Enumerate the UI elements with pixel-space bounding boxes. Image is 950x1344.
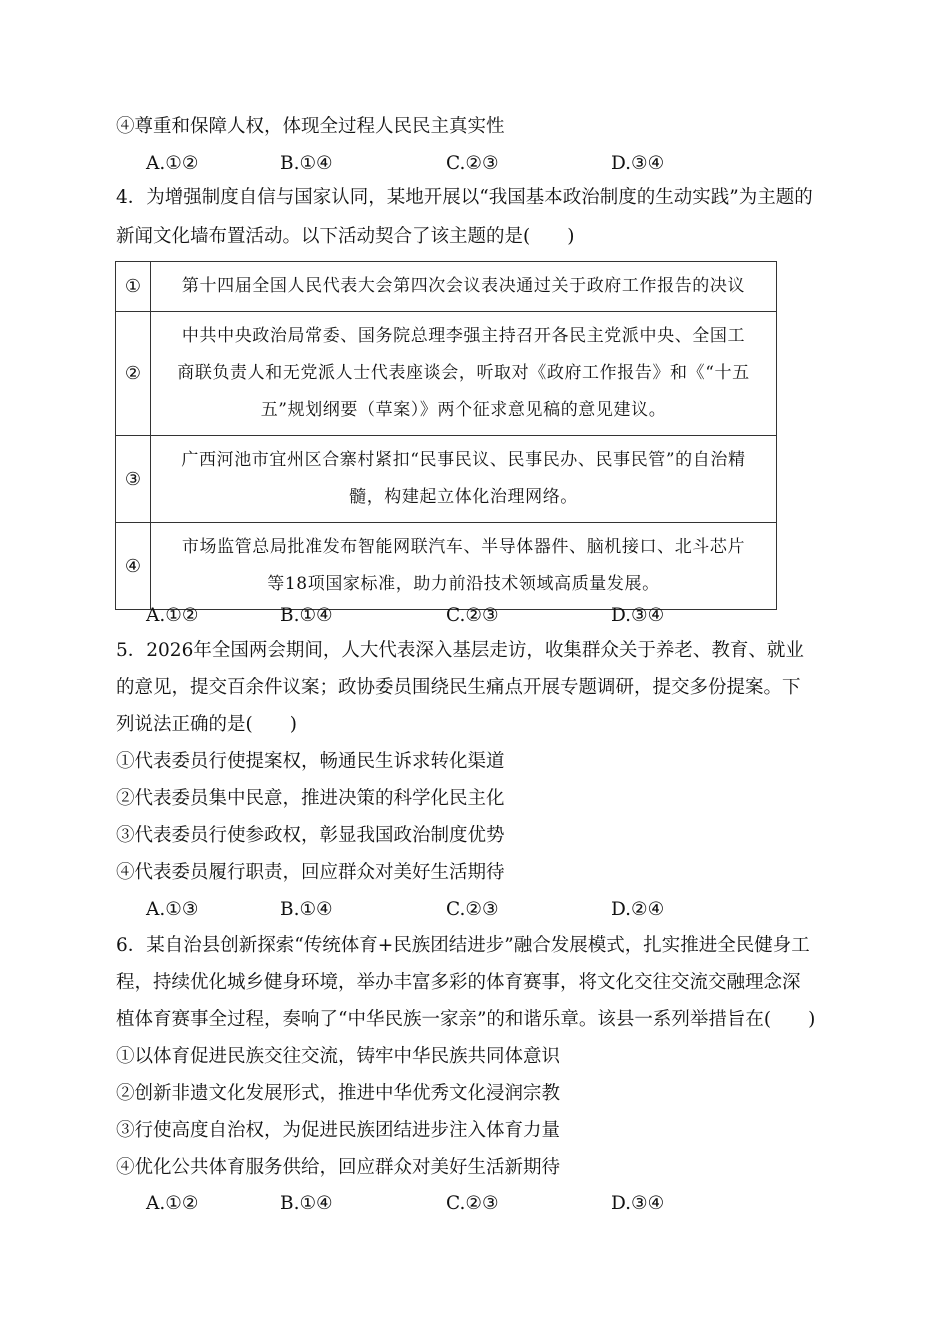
q6-options <box>0 1189 950 1219</box>
row-text <box>151 436 777 523</box>
row-text-line: 五”规划纲要（草案）》两个征求意见稿的意见建议。 <box>260 400 667 420</box>
q6-stem-line-2: 程，持续优化城乡健身环境，举办丰富多彩的体育赛事，将文化交往交流交融理念深 <box>116 972 801 993</box>
q5-stem-line-2: 的意见，提交百余件议案；政协委员围绕民生痛点开展专题调研，提交多份提案。下 <box>116 677 801 698</box>
row-text <box>151 262 777 312</box>
row-number: ② <box>116 312 151 436</box>
row-text-line: 髓，构建起立体化治理网络。 <box>349 487 578 507</box>
row-number: ③ <box>116 436 151 523</box>
q4-option-c[interactable]: C.②③ <box>446 605 499 626</box>
q4-option-b[interactable]: B.①④ <box>280 605 333 626</box>
row-text <box>151 312 777 436</box>
q5-option-c[interactable]: C.②③ <box>446 899 499 920</box>
table-row <box>116 312 777 436</box>
q5-options <box>0 895 950 925</box>
q6-item-3: ③行使高度自治权，为促进民族团结进步注入体育力量 <box>116 1120 561 1141</box>
table-row <box>116 436 777 523</box>
q6-stem-line-1: 6．某自治县创新探索“传统体育+民族团结进步”融合发展模式，扎实推进全民健身工 <box>116 935 810 956</box>
q4-option-a[interactable]: A.①② <box>146 605 199 626</box>
row-number: ④ <box>116 523 151 610</box>
q5-option-a[interactable]: A.①③ <box>146 899 199 920</box>
row-text-line: 广西河池市宜州区合寨村紧扣“民事民议、民事民办、民事民管”的自治精 <box>181 450 746 470</box>
q4-options <box>0 601 950 631</box>
row-text-line: 中共中央政治局常委、国务院总理李强主持召开各民主党派中央、全国工 <box>181 326 746 346</box>
table-row <box>116 262 777 312</box>
q5-stem-line-1: 5．2026年全国两会期间，人大代表深入基层走访，收集群众关于养老、教育、就业 <box>116 640 804 661</box>
q3-option-a[interactable]: A.①② <box>146 153 199 174</box>
q3-option-c[interactable]: C.②③ <box>446 153 499 174</box>
q6-option-a[interactable]: A.①② <box>146 1193 199 1214</box>
q3-options <box>0 149 950 179</box>
q5-stem-line-3: 列说法正确的是( ) <box>116 714 297 735</box>
q3-option-d[interactable]: D.③④ <box>611 153 665 174</box>
q3-item-4: ④尊重和保障人权，体现全过程人民民主真实性 <box>116 116 505 137</box>
q6-stem-line-3: 植体育赛事全过程，奏响了“中华民族一家亲”的和谐乐章。该县一系列举措旨在( ) <box>116 1009 816 1030</box>
q6-item-2: ②创新非遗文化发展形式，推进中华优秀文化浸润宗教 <box>116 1083 561 1104</box>
q4-stem-line-1: 4．为增强制度自信与国家认同，某地开展以“我国基本政治制度的生动实践”为主题的 <box>116 187 813 208</box>
row-number: ① <box>116 262 151 312</box>
row-text-line: 商联负责人和无党派人士代表座谈会，听取对《政府工作报告》和《“十五 <box>177 363 750 383</box>
q5-option-b[interactable]: B.①④ <box>280 899 333 920</box>
q5-option-d[interactable]: D.②④ <box>611 899 665 920</box>
row-text <box>151 523 777 610</box>
row-text-line: 第十四届全国人民代表大会第四次会议表决通过关于政府工作报告的决议 <box>181 276 746 296</box>
q4-activity-table <box>115 261 777 610</box>
q6-option-b[interactable]: B.①④ <box>280 1193 333 1214</box>
q5-item-4: ④代表委员履行职责，回应群众对美好生活期待 <box>116 862 505 883</box>
row-text-line: 市场监管总局批准发布智能网联汽车、半导体器件、脑机接口、北斗芯片 <box>181 537 746 557</box>
q5-item-3: ③代表委员行使参政权，彰显我国政治制度优势 <box>116 825 505 846</box>
row-text-line: 等18项国家标准，助力前沿技术领域高质量发展。 <box>267 574 660 594</box>
q5-item-2: ②代表委员集中民意，推进决策的科学化民主化 <box>116 788 505 809</box>
q4-stem-line-2: 新闻文化墙布置活动。以下活动契合了该主题的是( ) <box>116 226 575 247</box>
q6-item-4: ④优化公共体育服务供给，回应群众对美好生活新期待 <box>116 1157 561 1178</box>
q3-option-b[interactable]: B.①④ <box>280 153 333 174</box>
q6-item-1: ①以体育促进民族交往交流，铸牢中华民族共同体意识 <box>116 1046 561 1067</box>
q6-option-c[interactable]: C.②③ <box>446 1193 499 1214</box>
table-row <box>116 523 777 610</box>
q6-option-d[interactable]: D.③④ <box>611 1193 665 1214</box>
q4-option-d[interactable]: D.③④ <box>611 605 665 626</box>
q5-item-1: ①代表委员行使提案权，畅通民生诉求转化渠道 <box>116 751 505 772</box>
